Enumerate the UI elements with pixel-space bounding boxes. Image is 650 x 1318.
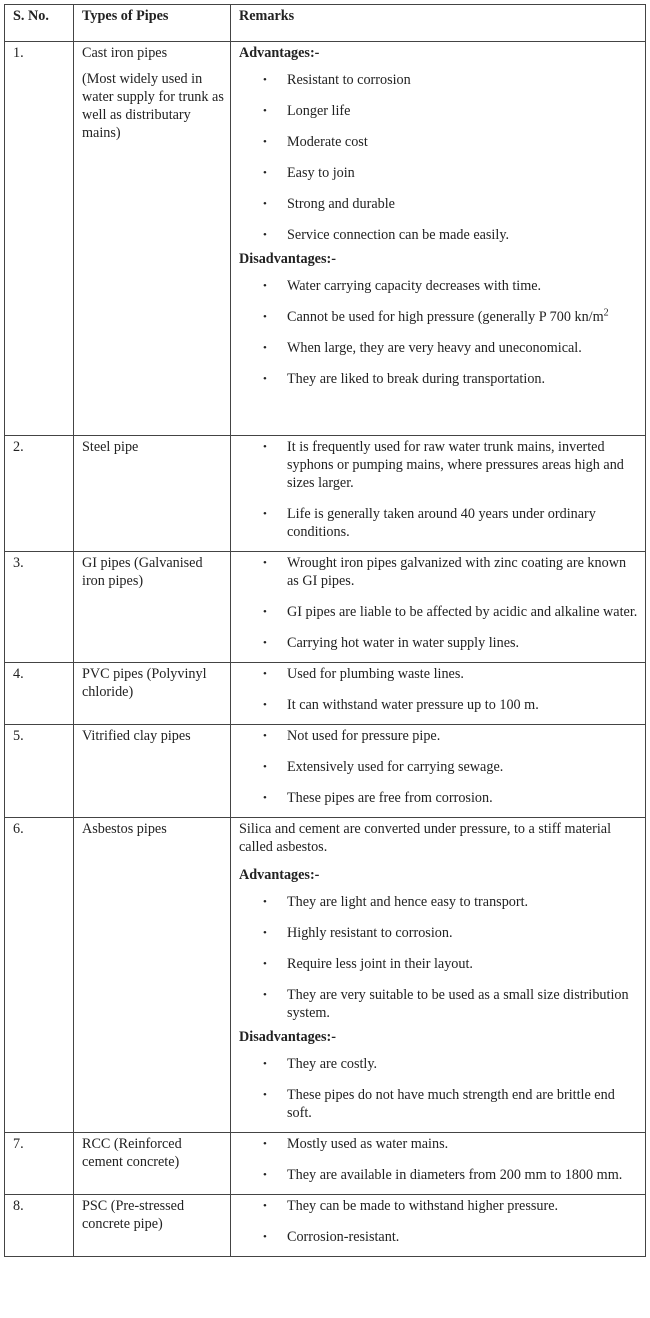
bullet-icon: • (263, 508, 267, 520)
disadvantages-list (239, 277, 639, 388)
list-item: • Corrosion-resistant. (263, 1229, 400, 1245)
list-item: • They are costly. (263, 1056, 378, 1072)
table-row (5, 725, 646, 818)
list-item: • Used for plumbing waste lines. (263, 666, 464, 682)
list-item: • They are light and hence easy to transport. (263, 894, 529, 910)
bullet-icon: • (263, 1200, 267, 1212)
bullet-icon: • (263, 441, 267, 453)
list-item: • GI pipes are liable to be affected by acidic and alkaline water. (263, 604, 638, 620)
table-row (5, 1195, 646, 1257)
advantages-list (239, 71, 639, 244)
type-cell: Asbestos pipes (74, 818, 231, 1133)
bullet-icon: • (263, 958, 267, 970)
type-cell: GI pipes (Galvanised iron pipes) (74, 552, 231, 663)
list-item: • Not used for pressure pipe. (263, 728, 441, 744)
list-item: • It is frequently used for raw water trunk mains, inverted syphons or pumping mains, where pressures areas high and sizes larger. (263, 439, 624, 491)
list-item: • These pipes do not have much strength end are brittle end soft. (263, 1087, 615, 1121)
bullet-icon: • (263, 730, 267, 742)
header-sno: S. No. (5, 5, 74, 42)
type-cell: PVC pipes (Polyvinyl chloride) (74, 663, 231, 725)
bullet-icon: • (263, 637, 267, 649)
list-item: • They can be made to withstand higher pressure. (263, 1198, 559, 1214)
remarks-cell (231, 663, 646, 725)
table-row (5, 42, 646, 436)
list-item: • Service connection can be made easily. (263, 227, 510, 243)
sno-cell: 5. (5, 725, 74, 818)
table-row (5, 663, 646, 725)
bullet-icon: • (263, 792, 267, 804)
list-item: • These pipes are free from corrosion. (263, 790, 493, 806)
table-row (5, 818, 646, 1133)
remarks-cell (231, 436, 646, 552)
disadvantages-heading: Disadvantages:- (239, 251, 336, 267)
bullet-icon: • (263, 342, 267, 354)
type-name: Cast iron pipes (82, 45, 168, 61)
remarks-cell (231, 1195, 646, 1257)
bullet-icon: • (263, 229, 267, 241)
bullet-icon: • (263, 896, 267, 908)
list-item: • Moderate cost (263, 134, 368, 150)
list-item: • Life is generally taken around 40 years under ordinary conditions. (263, 506, 596, 540)
table-row (5, 436, 646, 552)
sno-cell: 2. (5, 436, 74, 552)
remarks-cell (231, 818, 646, 1133)
list-item: • When large, they are very heavy and uneconomical. (263, 340, 582, 356)
intro-text: Silica and cement are converted under pressure, to a stiff material called asbestos. (239, 821, 612, 855)
bullet-icon: • (263, 1138, 267, 1150)
sno-cell: 7. (5, 1133, 74, 1195)
bullet-icon: • (263, 557, 267, 569)
bullet-icon: • (263, 167, 267, 179)
list-item: • Mostly used as water mains. (263, 1136, 449, 1152)
remarks-cell (231, 42, 646, 436)
disadvantages-heading: Disadvantages:- (239, 1029, 336, 1045)
type-cell: RCC (Reinforced cement concrete) (74, 1133, 231, 1195)
table-row (5, 1133, 646, 1195)
type-cell (74, 42, 231, 436)
type-cell: Steel pipe (74, 436, 231, 552)
remarks-cell (231, 552, 646, 663)
list-item: • Easy to join (263, 165, 355, 181)
list-item: • It can withstand water pressure up to 100 m. (263, 697, 539, 713)
list-item: • Carrying hot water in water supply lines. (263, 635, 520, 651)
remarks-cell (231, 725, 646, 818)
list-item: • Water carrying capacity decreases with time. (263, 278, 542, 294)
sno-cell: 3. (5, 552, 74, 663)
list-item: • Longer life (263, 103, 351, 119)
remarks-list (239, 1135, 639, 1184)
list-item: • Resistant to corrosion (263, 72, 411, 88)
list-item: • Require less joint in their layout. (263, 956, 473, 972)
list-item: • They are available in diameters from 200 mm to 1800 mm. (263, 1167, 623, 1183)
list-item: • They are very suitable to be used as a small size distribution system. (263, 987, 629, 1021)
advantages-list (239, 893, 639, 1022)
bullet-icon: • (263, 989, 267, 1001)
disadvantages-list (239, 1055, 639, 1122)
bullet-icon: • (263, 699, 267, 711)
advantages-heading: Advantages:- (239, 45, 320, 61)
sno-cell: 4. (5, 663, 74, 725)
type-note: (Most widely used in water supply for trunk as well as distributary mains) (82, 71, 224, 141)
bullet-icon: • (263, 198, 267, 210)
bullet-icon: • (263, 373, 267, 385)
bullet-icon: • (263, 1231, 267, 1243)
bullet-icon: • (263, 1058, 267, 1070)
remarks-list (239, 554, 639, 652)
superscript: 2 (603, 307, 609, 319)
list-item: • Strong and durable (263, 196, 395, 212)
bullet-icon: • (263, 1089, 267, 1101)
remarks-list (239, 1197, 639, 1246)
list-item: • Cannot be used for high pressure (generally P 700 $kn/m^2$ (263, 307, 609, 325)
bullet-icon: • (263, 668, 267, 680)
type-cell: PSC (Pre-stressed concrete pipe) (74, 1195, 231, 1257)
list-item: • They are liked to break during transportation. (263, 371, 546, 387)
header-remarks: Remarks (231, 5, 646, 42)
advantages-heading: Advantages:- (239, 867, 320, 883)
remarks-list (239, 727, 639, 807)
bullet-icon: • (263, 1169, 267, 1181)
bullet-icon: • (263, 927, 267, 939)
bullet-icon: • (263, 761, 267, 773)
remarks-list (239, 665, 639, 714)
remarks-cell (231, 1133, 646, 1195)
sno-cell: 6. (5, 818, 74, 1133)
sno-cell: 1. (5, 42, 74, 436)
bullet-icon: • (263, 136, 267, 148)
table-row (5, 552, 646, 663)
list-item: • Extensively used for carrying sewage. (263, 759, 504, 775)
pipes-table (4, 4, 646, 1257)
bullet-icon: • (263, 606, 267, 618)
bullet-icon: • (263, 105, 267, 117)
sno-cell: 8. (5, 1195, 74, 1257)
list-item: • Wrought iron pipes galvanized with zinc coating are known as GI pipes. (263, 555, 627, 589)
remarks-list (239, 438, 639, 541)
bullet-icon: • (263, 74, 267, 86)
header-row (5, 5, 646, 42)
list-item: • Highly resistant to corrosion. (263, 925, 453, 941)
bullet-icon: • (263, 311, 267, 323)
header-type: Types of Pipes (74, 5, 231, 42)
type-cell: Vitrified clay pipes (74, 725, 231, 818)
bullet-icon: • (263, 280, 267, 292)
